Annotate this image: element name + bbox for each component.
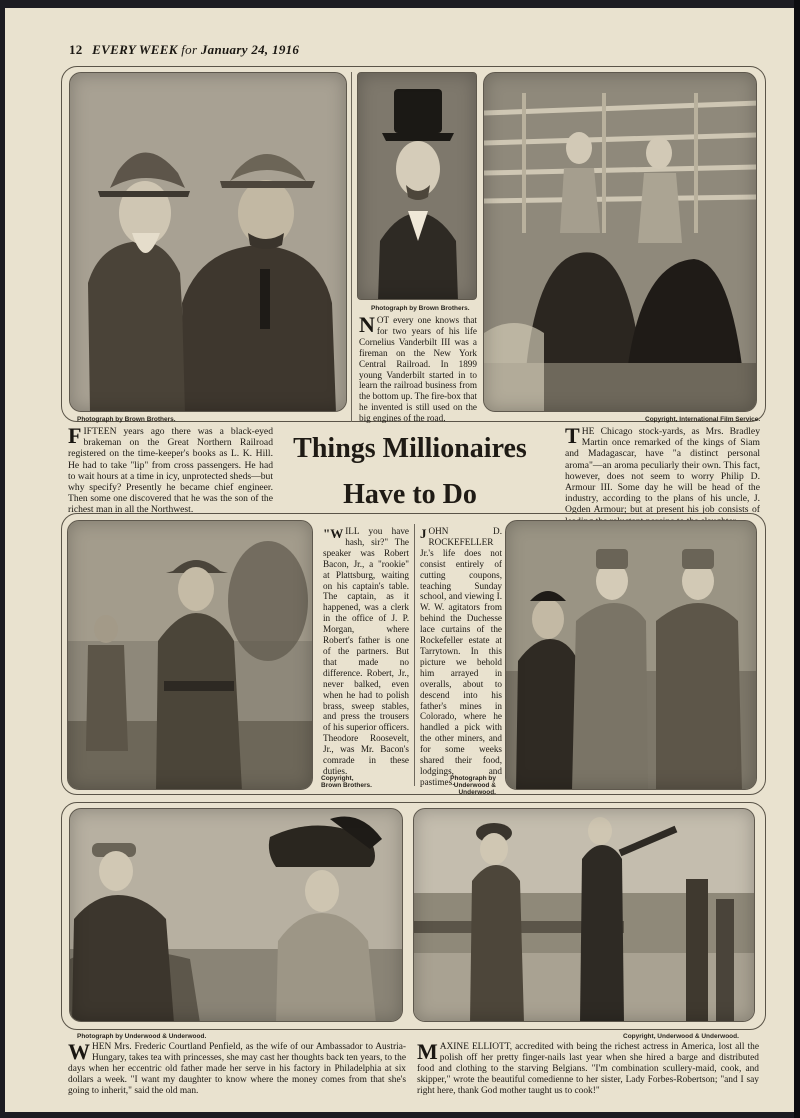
caption-bacon — [323, 526, 409, 777]
caption-elliott-text: AXINE ELLIOTT, accredited with being the richest actress in America, lost all the polish off her pretty finger-nails last year when she hired a barge and distributed food and clothing to the starving Belgians. "I'm combination scullery-maid, cook, and skipper," wrote the beautiful comedienne to her sister, Lady Forbes-Robertson; "and I say right here, thank God mother taught us to cook!" — [417, 1042, 759, 1096]
credit-hill: Photograph by Brown Brothers. — [77, 416, 176, 423]
photo-penfield — [69, 808, 403, 1022]
photo-elliott — [413, 808, 755, 1022]
caption-penfield-text: HEN Mrs. Frederic Courtland Penfield, as the wife of our Ambassador to Austria-Hungary, takes tea with princesses, she may cast her thoughts back ten years, to the days when her eccentric old father made her serve in his factory in Philadelphia at six dollars a week. "I want my daughter to know where the money comes from that she's going to inherit," said the old man. — [68, 1042, 406, 1096]
credit-rockefeller-line1: Photograph by — [450, 775, 496, 782]
credit-bacon-line2: Brown Brothers. — [321, 782, 372, 789]
caption-rockefeller-text: OHN D. ROCKEFELLER Jr.'s life does not consist entirely of cutting coupons, teaching Sunday school, and viewing I. W. W. agitators from behind the Duchesse lace curtains of the Rockefeller estate at Tarrytown. In this picture we behold him arrayed in overalls, about to descend into his father's mines in Colorado, where he handled a pick with the other miners, and for some weeks shared their food, lodgings, and pastimes. — [420, 526, 502, 787]
credit-penfield: Photograph by Underwood & Underwood. — [77, 1033, 207, 1040]
credit-bacon-line1: Copyright, — [321, 775, 354, 782]
publication-name: EVERY WEEK — [92, 42, 178, 57]
title-line-1: Things Millionaires — [293, 433, 527, 464]
magazine-page — [5, 8, 795, 1112]
caption-penfield — [68, 1039, 406, 1097]
credit-elliott: Copyright, Underwood & Underwood. — [623, 1033, 739, 1040]
article-title — [275, 426, 545, 518]
photo-elliott-art — [414, 809, 755, 1022]
photo-hill-pair — [69, 72, 347, 412]
dropcap-hill: F — [68, 423, 82, 448]
photo-hill-pair-art — [70, 73, 347, 412]
credit-armour: Copyright, International Film Service. — [645, 416, 761, 423]
caption-armour — [565, 423, 760, 527]
credit-rockefeller-line2: Underwood & Underwood. — [453, 782, 496, 796]
photo-vanderbilt-art — [358, 73, 477, 300]
column-rule-middle — [414, 524, 415, 786]
caption-vanderbilt — [359, 312, 477, 424]
photo-armour — [483, 72, 757, 412]
photo-armour-art — [484, 73, 757, 412]
caption-vanderbilt-text: OT every one knows that for two years of his life Cornelius Vanderbilt III was a fireman on the New York Central Railroad. In 1899 young Vanderbilt started in to learn the railroad business from the bottom up. The fire-box that he invented is still used on the big engines of the road. — [359, 315, 477, 424]
caption-hill-text: IFTEEN years ago there was a black-eyed brakeman on the Great Northern Railroad registered on the time-keeper's books as L. K. Hill. He had to take "lip" from cross passengers. He had to wait hours at a time in icy, unprotected sheds—but why specify? Presently he became chief engineer. Then some one discovered that he was the son of the richest man in all the Northwest. — [68, 426, 273, 516]
credit-vanderbilt: Photograph by Brown Brothers. — [371, 305, 470, 312]
dropcap-penfield: W — [68, 1039, 90, 1064]
page-binding-edge — [794, 0, 800, 1118]
photo-rockefeller — [505, 520, 757, 790]
photo-bacon-art — [68, 521, 313, 790]
photo-rockefeller-art — [506, 521, 757, 790]
photo-vanderbilt — [357, 72, 477, 300]
photo-bacon — [67, 520, 313, 790]
column-rule-vanderbilt — [351, 72, 352, 422]
dropcap-elliott: M — [417, 1039, 438, 1064]
title-line-2: Have to Do — [343, 479, 477, 510]
running-header — [69, 42, 299, 58]
dropcap-vanderbilt: N — [359, 312, 375, 337]
photo-penfield-art — [70, 809, 403, 1022]
caption-hill — [68, 423, 273, 516]
credit-bacon — [321, 775, 372, 789]
caption-elliott — [417, 1039, 759, 1097]
caption-armour-text: HE Chicago stock-yards, as Mrs. Bradley Martin once remarked of the kings of Siam and Madagascar, have "a distinct personal aroma"—an aroma peculiarly their own. This fact, however, does not seem to worry Philip D. Armour III. Some day he will be head of the industry, according to the plans of his uncle, J. Ogden Armour; but at present his job consists of — [565, 426, 760, 516]
header-for: for — [181, 42, 198, 57]
page-number: 12 — [69, 42, 83, 57]
dropcap-armour: T — [565, 423, 580, 448]
issue-date: January 24, 1916 — [200, 42, 300, 57]
caption-rockefeller — [420, 526, 502, 788]
dropcap-rockefeller: J — [420, 526, 427, 541]
dropcap-bacon: "W — [323, 526, 344, 541]
credit-rockefeller — [418, 775, 496, 796]
caption-bacon-text: ILL you have hash, sir?" The speaker was Robert Bacon, Jr., a "rookie" at Plattsburg, waiting on his captain's table. The captain, as it happened, was a clerk in the office of J. P. Morgan, where Robert's father is one of the partners. But that made no difference. Robert, Jr., never balked, even when he had to polish brass, sweep stables, and press the trousers of his superior officers. Theodore Roosevelt, Jr., was Mr. Bacon's comrade in these duties. — [323, 526, 409, 776]
